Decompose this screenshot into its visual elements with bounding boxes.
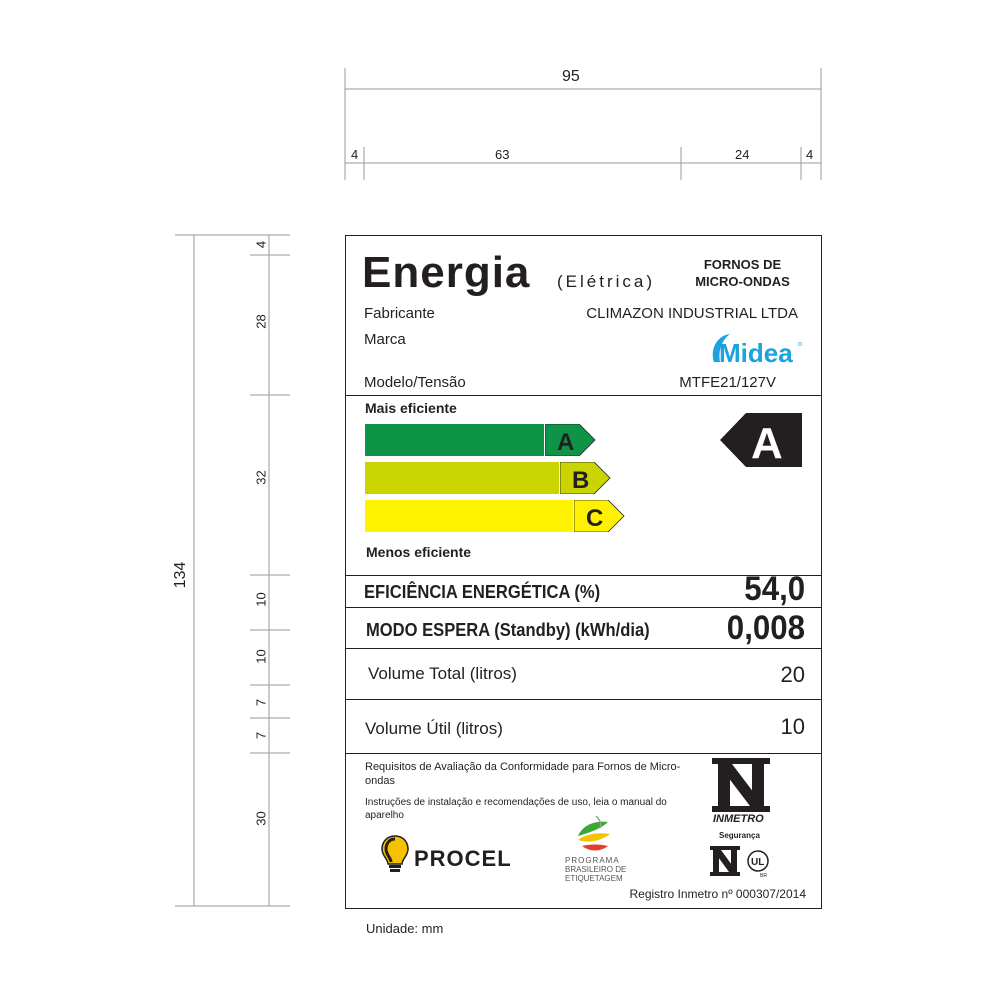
dim-hseg-8: 30 xyxy=(253,811,269,826)
inmetro-small-icon xyxy=(710,846,740,876)
class-arrow-a xyxy=(545,424,597,456)
inmetro-text: INMETRO xyxy=(713,813,764,825)
divider xyxy=(345,753,822,754)
seguranca-text: Segurança xyxy=(719,831,760,840)
dim-hseg-5: 10 xyxy=(253,649,269,664)
label-title: Energia xyxy=(362,248,531,297)
brand-value: Midea xyxy=(719,338,793,368)
class-bar-c xyxy=(365,500,573,532)
dim-hseg-7: 7 xyxy=(253,731,269,740)
procel-bulb-icon xyxy=(380,834,410,874)
standby-value: 0,008 xyxy=(726,609,805,647)
class-bar-a xyxy=(365,424,544,456)
class-letter-c: C xyxy=(586,505,604,532)
efficiency-value: 54,0 xyxy=(744,570,805,608)
class-letter-a: A xyxy=(557,429,575,456)
ul-logo-icon xyxy=(744,850,772,878)
br-text: BR xyxy=(760,873,767,878)
pbe-line-2: BRASILEIRO DE xyxy=(565,865,627,874)
dim-seg-1: 4 xyxy=(351,147,359,162)
instructions-text: Instruções de instalação e recomendações de uso, leia o manual do aparelho xyxy=(365,797,667,821)
pbe-logo-icon xyxy=(572,812,616,856)
label-subtitle: (Elétrica) xyxy=(557,272,656,291)
efficiency-label: EFICIÊNCIA ENERGÉTICA (%) xyxy=(364,582,601,602)
rating-letter: A xyxy=(751,419,783,467)
procel-text: PROCEL xyxy=(414,846,512,871)
dim-seg-4: 4 xyxy=(806,147,814,162)
model-value: MTFE21/127V xyxy=(679,374,776,391)
dim-seg-3: 24 xyxy=(735,147,750,162)
divider xyxy=(345,648,822,649)
model-label: Modelo/Tensão xyxy=(364,374,466,391)
divider xyxy=(345,607,822,608)
product-type: FORNOS DE MICRO-ONDAS xyxy=(695,257,790,289)
ul-text: UL xyxy=(751,857,765,868)
class-letter-b: B xyxy=(572,467,590,494)
dim-seg-2: 63 xyxy=(495,147,510,162)
divider xyxy=(345,699,822,700)
useful-volume-label: Volume Útil (litros) xyxy=(365,719,503,738)
pbe-line-3: ETIQUETAGEM xyxy=(565,874,623,883)
dim-hseg-6: 7 xyxy=(253,698,269,707)
brand-label: Marca xyxy=(364,331,406,348)
registry-text: Registro Inmetro nº 000307/2014 xyxy=(629,887,806,901)
rating-indicator xyxy=(720,413,802,467)
dim-hseg-4: 10 xyxy=(253,592,269,607)
dim-hseg-3: 32 xyxy=(253,470,269,485)
more-efficient-label: Mais eficiente xyxy=(365,400,457,416)
manufacturer-label: Fabricante xyxy=(364,305,435,322)
midea-logo xyxy=(710,330,805,370)
useful-volume-value: 10 xyxy=(780,714,805,739)
total-volume-value: 20 xyxy=(780,662,805,687)
unit-note: Unidade: mm xyxy=(366,921,444,936)
standby-label: MODO ESPERA (Standby) (kWh/dia) xyxy=(366,620,650,640)
dim-total-width: 95 xyxy=(562,68,580,85)
class-arrow-b xyxy=(560,462,612,494)
dim-total-height: 134 xyxy=(172,561,189,589)
pbe-line-1: PROGRAMA xyxy=(565,856,620,865)
class-bar-b xyxy=(365,462,559,494)
dim-hseg-1: 4 xyxy=(253,240,269,249)
inmetro-logo-icon xyxy=(712,758,770,812)
total-volume-label: Volume Total (litros) xyxy=(368,664,517,683)
divider xyxy=(345,395,822,396)
dim-hseg-2: 28 xyxy=(253,314,269,329)
less-efficient-label: Menos eficiente xyxy=(366,544,472,560)
requirements-text: Requisitos de Avaliação da Conformidade para Fornos de Micro-ondas xyxy=(365,761,681,787)
manufacturer-value: CLIMAZON INDUSTRIAL LTDA xyxy=(586,305,798,322)
class-arrow-c xyxy=(574,500,626,532)
